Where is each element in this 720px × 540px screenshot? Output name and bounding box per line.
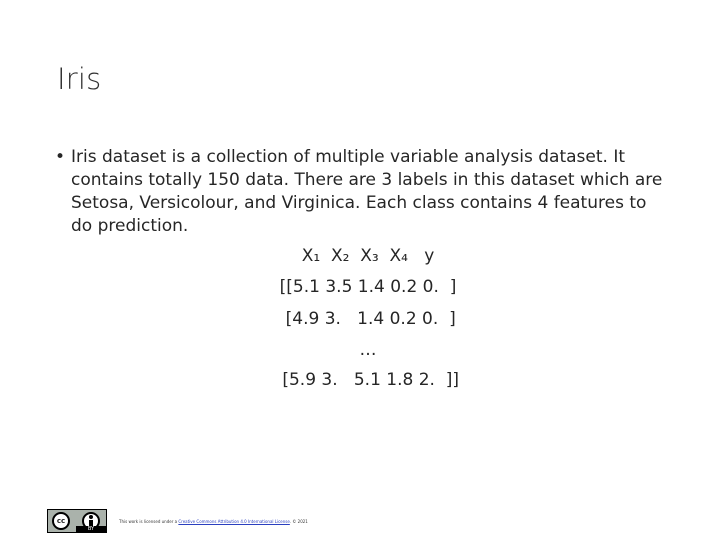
matrix-ellipsis: …	[359, 340, 377, 360]
by-label: BY	[76, 526, 106, 532]
matrix-row: [[5.1 3.5 1.4 0.2 0. ]	[279, 277, 457, 297]
bullet-dot: •	[55, 147, 66, 167]
license-link[interactable]: Creative Commons Attribution 4.0 International License	[178, 518, 290, 524]
license-text-suffix: . © 2021	[289, 518, 308, 524]
bullet-point	[55, 146, 665, 238]
bullet-text: Iris dataset is a collection of multiple variable analysis dataset. It contains totally 150 data. There are 3 labels in this dataset which are Setosa, Versicolour, and Virginica. Each class contains 4 features to do prediction.	[71, 147, 663, 236]
matrix-header-row: X₁ X₂ X₃ X₄ y	[301, 246, 435, 266]
footer	[47, 508, 308, 534]
license-text-prefix: This work is licensed under a	[119, 518, 179, 524]
license-text	[119, 519, 308, 524]
cc-license-icon	[47, 509, 107, 533]
matrix-row: [5.9 3. 5.1 1.8 2. ]]	[276, 370, 460, 390]
cc-icon: cc	[52, 512, 70, 530]
slide-title: Iris	[57, 62, 102, 96]
matrix-row: [4.9 3. 1.4 0.2 0. ]	[280, 309, 456, 329]
